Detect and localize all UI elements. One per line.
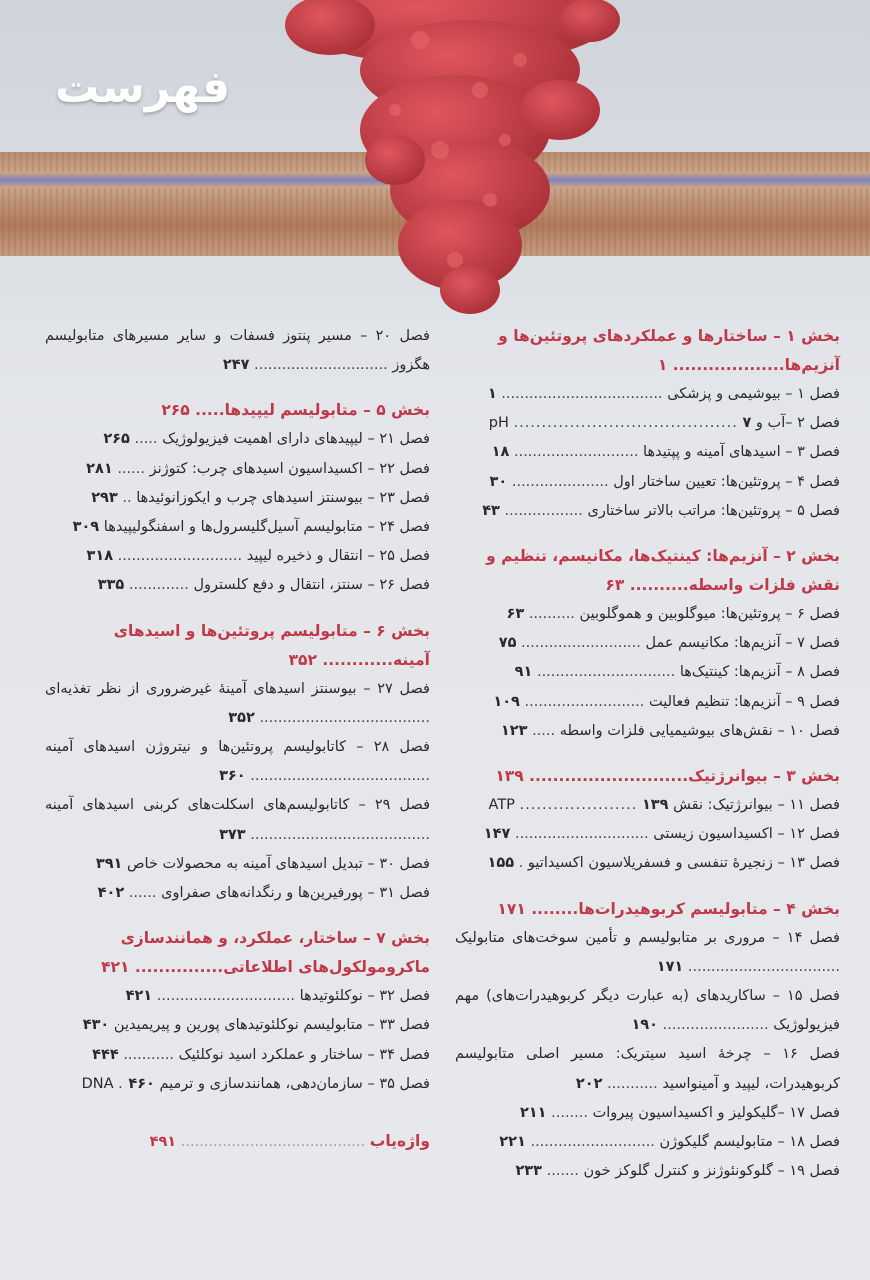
chapter-page: ۱۹۰: [631, 1017, 658, 1034]
part-title-text: بخش ۴ – متابولیسم کربوهیدرات‌ها: [578, 899, 840, 918]
toc-part-1: [455, 322, 840, 526]
chapter-row[interactable]: [45, 484, 430, 513]
chapter-label: فصل ۲۴ – متابولیسم آسیل‌گلیسرول‌ها و اسفنگولیپیدها: [103, 519, 430, 536]
chapter-page: ۴۰۲: [97, 885, 125, 902]
chapter-label: فصل ۳ – اسیدهای آمینه و پپتیدها: [643, 444, 840, 461]
dot-leader: ...................................: [501, 386, 663, 402]
toc-right-column: [455, 322, 840, 1202]
chapter-label: فصل ۳۳ – متابولیسم نوکلئوتیدهای پورین و پیریمیدین: [113, 1017, 430, 1034]
chapter-label: فصل ۹ – آنزیم‌ها: تنظیم فعالیت: [648, 693, 840, 710]
chapter-row[interactable]: [45, 455, 430, 484]
chapter-row[interactable]: [455, 1099, 840, 1128]
toc-left-column: [45, 322, 430, 1173]
chapter-page: ۲۳۳: [515, 1163, 542, 1180]
dot-leader: .....: [532, 722, 556, 739]
chapter-row[interactable]: [455, 820, 840, 849]
chapter-page: ۳۹۱: [95, 855, 123, 872]
chapter-page: ۱۰۹: [493, 693, 520, 710]
chapter-row[interactable]: [455, 1157, 840, 1186]
chapter-page: ۲۰۲: [575, 1075, 603, 1092]
chapter-row[interactable]: [455, 849, 840, 878]
chapter-row[interactable]: [455, 380, 840, 409]
chapter-label: فصل ۳۱ – پورفیرین‌ها و رنگدانه‌های صفراوی: [161, 885, 430, 902]
dot-leader: .................: [504, 502, 583, 519]
chapter-row[interactable]: [455, 1040, 840, 1098]
chapter-page: ۱: [487, 386, 497, 402]
part-page: ۶۳: [605, 576, 625, 595]
dot-leader: .......................................: [250, 826, 430, 843]
chapter-label: فصل ۱۰ – نقش‌های بیوشیمیایی فلزات واسطه: [559, 722, 840, 739]
part-title[interactable]: [45, 924, 430, 982]
dot-leader: ..........................: [524, 693, 645, 710]
dot-leader: .....................: [511, 473, 609, 490]
part-page: ۲۶۵: [161, 401, 190, 420]
chapter-label: فصل ۱۹ – گلوکونئوژنز و کنترل گلوکز خون: [583, 1163, 840, 1180]
chapter-page: ۳۵۲: [228, 709, 255, 726]
chapter-page: ۶۳: [506, 606, 525, 623]
chapter-row[interactable]: [45, 1011, 430, 1040]
dot-leader: ...........................: [513, 444, 639, 461]
chapter-row[interactable]: [45, 675, 430, 733]
page-title: فهرست: [55, 62, 231, 113]
dot-leader: ..: [122, 489, 132, 506]
dot-leader: ........................................: [513, 415, 738, 432]
dot-leader: ..............................: [156, 988, 296, 1005]
dot-leader: ...........: [123, 1046, 175, 1063]
dot-leader: ...........................: [530, 1134, 655, 1151]
dot-leader: ...................: [672, 356, 785, 374]
chapter-row[interactable]: [45, 542, 430, 571]
chapter-page: ۲۸۱: [86, 460, 113, 477]
chapter-page: ۳۰: [489, 473, 508, 490]
chapter-page: ۲۴۷: [222, 357, 250, 374]
dot-leader: .: [518, 855, 524, 872]
chapter-label: فصل ۲۲ – اکسیداسیون اسیدهای چرب: کتوژنز: [149, 460, 430, 477]
chapter-page: ۴۳: [482, 502, 500, 519]
protein-membrane-illustration: [0, 0, 870, 320]
toc-part-7: [45, 924, 430, 1099]
chapter-page: ۱۲۳: [500, 722, 528, 739]
index-row[interactable]: [45, 1127, 430, 1157]
toc-part-2: [455, 542, 840, 746]
chapter-row[interactable]: [455, 688, 840, 717]
part-page: ۴۲۱: [101, 958, 130, 977]
chapter-label: فصل ۳۵ – سازمان‌دهی، همانندسازی و ترمیم DNA: [81, 1075, 430, 1092]
chapter-label: فصل ۵ – پروتئین‌ها: مراتب بالاتر ساختاری: [587, 502, 840, 519]
chapter-row[interactable]: [455, 717, 840, 746]
dot-leader: ...............: [134, 958, 224, 977]
chapter-row[interactable]: [45, 982, 430, 1011]
chapter-row[interactable]: [455, 1128, 840, 1157]
chapter-page: ۳۳۵: [97, 577, 125, 594]
chapter-page: ۲۲۱: [499, 1134, 526, 1151]
chapter-page: ۴۴۴: [92, 1046, 119, 1063]
chapter-page: ۱۳۹: [641, 797, 669, 814]
part-title[interactable]: [455, 542, 840, 600]
chapter-label: فصل ۳۴ – ساختار و عملکرد اسید نوکلئیک: [178, 1046, 430, 1063]
chapter-page: ۳۱۸: [86, 548, 114, 565]
dot-leader: ...........................: [529, 767, 689, 786]
chapter-page: ۴۶۰: [128, 1075, 155, 1092]
chapter-label: فصل ۱۲ – اکسیداسیون زیستی: [653, 826, 840, 843]
toc-part-4: [455, 895, 840, 1187]
part-title[interactable]: [455, 762, 840, 791]
chapter-page: ۱۷۱: [656, 958, 684, 975]
part-title-text: بخش ۲ – آنزیم‌ها: کینتیک‌ها، مکانیسم، تنظیم و نقش فلزات واسطه: [486, 547, 840, 595]
chapter-label: فصل ۱۳ – زنجیرهٔ تنفسی و فسفریلاسیون اکسیداتیو: [527, 855, 840, 872]
part-title-text: بخش ۵ – متابولیسم لیپیدها: [224, 401, 430, 420]
chapter-label: فصل ۲۸ – کاتابولیسم پروتئین‌ها و نیتروژن اسیدهای آمینه: [45, 739, 430, 756]
chapter-row[interactable]: [45, 1070, 430, 1099]
dot-leader: .............: [128, 577, 189, 594]
chapter-label: فصل ۱۵ – ساکاریدهای (به عبارت دیگر کربوهیدرات‌های) مهم فیزیولوژیک: [455, 988, 840, 1034]
part-title-text: بخش ۷ – ساختار، عملکرد، و همانندسازی ماکرومولکول‌های اطلاعاتی: [120, 929, 430, 977]
chapter-row[interactable]: [45, 513, 430, 542]
chapter-row[interactable]: [45, 879, 430, 908]
dot-leader: .: [118, 1075, 124, 1092]
part-title[interactable]: [45, 396, 430, 425]
chapter-row[interactable]: [45, 791, 430, 849]
chapter-row[interactable]: [45, 322, 430, 380]
toc-part-5: [45, 396, 430, 600]
chapter-label: فصل ۲ –آب و pH: [488, 415, 840, 432]
chapter-row[interactable]: [45, 850, 430, 879]
chapter-label: فصل ۱ – بیوشیمی و پزشکی: [667, 386, 840, 402]
dot-leader: ............: [322, 650, 394, 669]
dot-leader: ........: [551, 1104, 588, 1121]
chapter-label: فصل ۲۶ – سنتز، انتقال و دفع کلسترول: [193, 577, 430, 594]
chapter-row[interactable]: [455, 791, 840, 820]
dot-leader: ........: [531, 899, 579, 918]
chapter-label: فصل ۱۶ – چرخهٔ اسید سیتریک: مسیر اصلی متابولیسم کربوهیدرات، لیپید و آمینواسید: [455, 1046, 840, 1092]
part-title-text: بخش ۳ – بیوانرژتیک: [688, 767, 840, 786]
chapter-label: فصل ۱۴ – مروری بر متابولیسم و تأمین سوخت‌های متابولیک: [455, 929, 840, 946]
chapter-label: فصل ۱۸ – متابولیسم گلیکوژن: [659, 1134, 840, 1151]
part-title[interactable]: [455, 895, 840, 924]
chapter-page: ۳۰۹: [72, 519, 100, 536]
chapter-page: ۱۵۵: [487, 855, 515, 872]
dot-leader: .....: [134, 431, 158, 448]
chapter-page: ۱۸: [491, 444, 510, 461]
chapter-row[interactable]: [45, 733, 430, 791]
chapter-page: ۲۱۱: [519, 1104, 547, 1121]
dot-leader: .....................................: [259, 709, 430, 726]
chapter-page: ۲۶۵: [103, 431, 130, 448]
chapter-label: فصل ۲۷ – بیوسنتز اسیدهای آمینهٔ غیرضروری از نظر تغذیه‌ای: [45, 680, 430, 697]
dot-leader: ..............................: [536, 664, 676, 681]
dot-leader: ......: [117, 460, 145, 477]
part-page: ۱۷۱: [497, 899, 526, 918]
chapter-label: فصل ۷ – آنزیم‌ها: مکانیسم عمل: [645, 635, 840, 652]
chapter-label: فصل ۶ – پروتئین‌ها: میوگلوبین و هموگلوبین: [579, 606, 840, 623]
part-title-text: بخش ۶ – متابولیسم پروتئین‌ها و اسیدهای آمینه: [113, 621, 430, 669]
part-title-text: بخش ۱ – ساختارها و عملکردهای پروتئین‌ها و آنزیم‌ها: [498, 327, 840, 374]
dot-leader: .....................: [519, 797, 638, 814]
chapter-page: ۴۲۱: [125, 988, 153, 1005]
chapter-page: ۲۹۳: [91, 489, 118, 506]
toc-part-3: [455, 762, 840, 879]
chapter-page: ۷۵: [498, 635, 517, 652]
chapter-row[interactable]: [45, 425, 430, 454]
toc-leading-chapter: [45, 322, 430, 380]
dot-leader: .............................: [254, 357, 388, 374]
dot-leader: ..........: [629, 576, 689, 595]
chapter-label: فصل ۴ – پروتئین‌ها: تعیین ساختار اول: [613, 473, 840, 490]
dot-leader: .....: [195, 401, 225, 420]
chapter-label: فصل ۳۰ – تبدیل اسیدهای آمینه به محصولات خاص: [127, 855, 430, 872]
part-page: ۱: [657, 356, 668, 374]
chapter-row[interactable]: [455, 924, 840, 982]
chapter-page: ۴۳۰: [82, 1017, 110, 1034]
chapter-label: فصل ۲۹ – کاتابولیسم‌های اسکلت‌های کربنی اسیدهای آمینه: [45, 797, 430, 814]
index-label: واژه‌یاب: [369, 1132, 430, 1151]
dot-leader: ..........................: [521, 635, 641, 652]
part-page: ۱۳۹: [495, 767, 524, 786]
chapter-page: ۹۱: [514, 664, 533, 681]
chapter-row[interactable]: [455, 409, 840, 438]
part-page: ۳۵۲: [288, 650, 317, 669]
chapter-row[interactable]: [45, 571, 430, 600]
dot-leader: ..........: [528, 606, 575, 623]
chapter-label: فصل ۲۳ – بیوسنتز اسیدهای چرب و ایکوزانوئیدها: [136, 489, 430, 506]
chapter-row[interactable]: [455, 600, 840, 629]
dot-leader: ...........................: [117, 548, 243, 565]
chapter-label: فصل ۲۱ – لیپیدهای دارای اهمیت فیزیولوژیک: [162, 431, 430, 448]
chapter-page: ۳۷۳: [219, 826, 246, 843]
toc-index: [45, 1127, 430, 1157]
part-title[interactable]: [45, 617, 430, 675]
dot-leader: ...........: [607, 1075, 658, 1092]
chapter-label: فصل ۱۷ –گلیکولیز و اکسیداسیون پیروات: [592, 1104, 840, 1121]
chapter-row[interactable]: [455, 982, 840, 1040]
chapter-row[interactable]: [455, 438, 840, 467]
chapter-label: فصل ۲۵ – انتقال و ذخیره لیپید: [246, 548, 430, 565]
chapter-label: فصل ۸ – آنزیم‌ها: کینتیک‌ها: [679, 664, 840, 681]
chapter-row[interactable]: [455, 629, 840, 658]
dot-leader: .......: [546, 1163, 579, 1180]
chapter-label: فصل ۱۱ – بیوانرژتیک: نقش ATP: [488, 797, 840, 814]
index-page: ۴۹۱: [149, 1134, 177, 1151]
chapter-page: ۳۶۰: [219, 768, 246, 785]
dot-leader: ........................................: [180, 1134, 366, 1151]
chapter-row[interactable]: [455, 497, 840, 526]
dot-leader: .......................................: [250, 768, 430, 785]
dot-leader: .......................: [662, 1017, 769, 1034]
chapter-page: ۷: [742, 415, 752, 432]
dot-leader: ......: [128, 885, 157, 902]
chapter-label: فصل ۳۲ – نوکلئوتیدها: [299, 988, 430, 1005]
chapter-row[interactable]: [455, 468, 840, 497]
chapter-row[interactable]: [455, 658, 840, 687]
toc-part-6: [45, 617, 430, 909]
chapter-page: ۱۴۷: [483, 826, 511, 843]
dot-leader: .................................: [687, 958, 840, 975]
dot-leader: .............................: [514, 826, 649, 843]
part-title[interactable]: [455, 322, 840, 380]
chapter-label: فصل ۲۰ – مسیر پنتوز فسفات و سایر مسیرهای متابولیسم هگزوز: [45, 328, 430, 374]
chapter-row[interactable]: [45, 1041, 430, 1070]
